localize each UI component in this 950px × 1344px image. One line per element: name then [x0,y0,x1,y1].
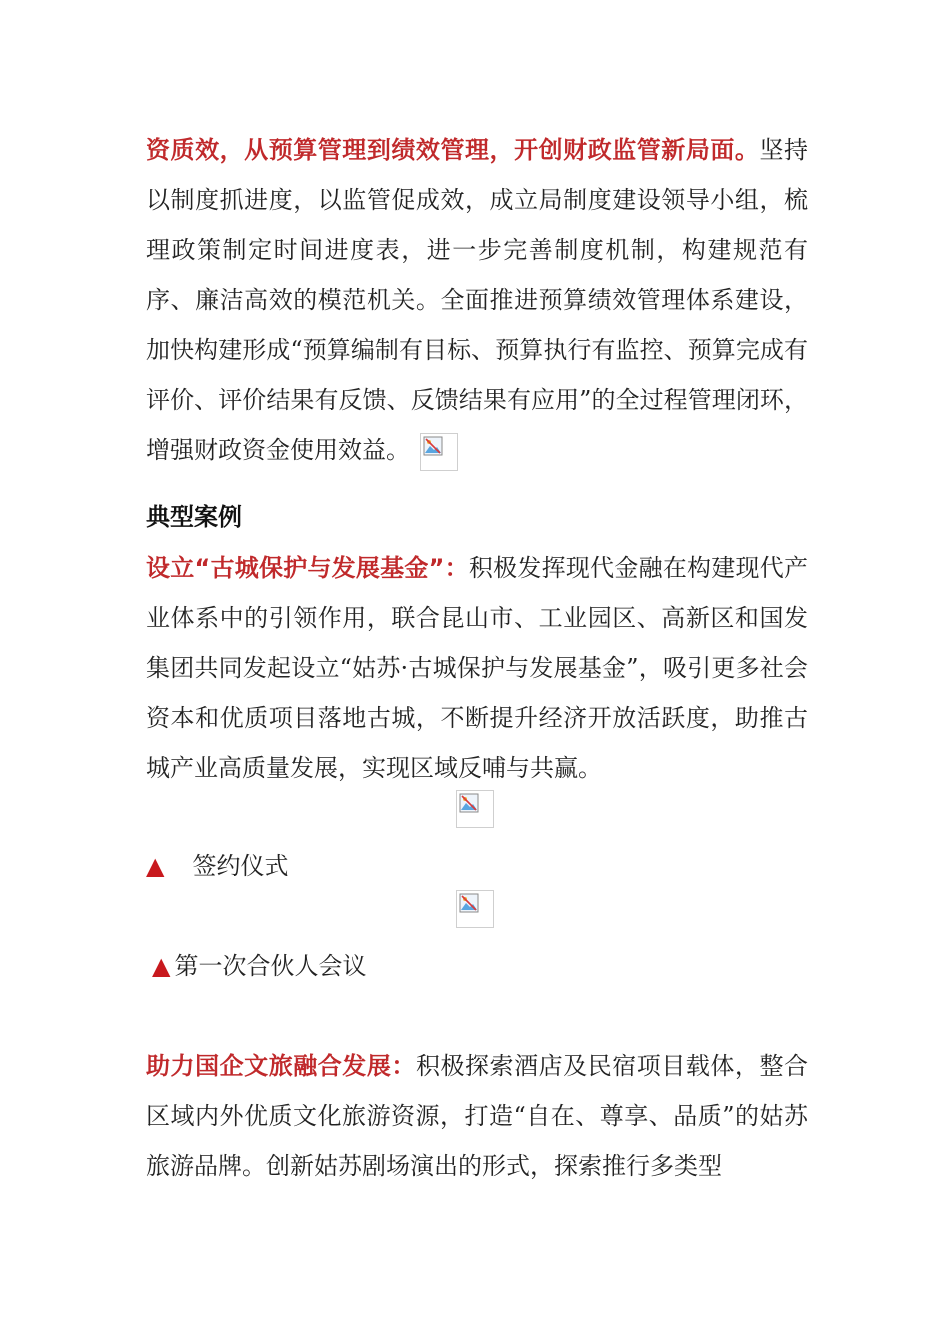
caption-signing [146,846,288,886]
section-heading: 典型案例 [146,503,242,531]
triangle-marker: ▲ [152,952,171,980]
caption-text: 签约仪式 [192,852,289,880]
paragraph-budget-performance [146,125,808,475]
emphasis-text: 助力国企文旅融合发展： [146,1052,416,1080]
caption-text: 第一次合伙人会议 [174,952,367,980]
paragraph-tourism [146,1041,808,1191]
body-text: 坚持以制度抓进度，以监管促成效，成立局制度建设领导小组，梳理政策制定时间进度表，进一步完善制度机制，构建规范有序、廉洁高效的模范机关。全面推进预算绩效管理体系建设，加快构建形成“预算编制有目标、预算执行有监控、预算完成有评价、评价结果有反馈、反馈结果有应用”的全过程管理闭环，增强财政资金使用效益。 [146,136,809,464]
paragraph-fund [146,543,808,793]
triangle-marker: ▲ [146,852,165,880]
body-text: 积极发挥现代金融在构建现代产业体系中的引领作用，联合昆山市、工业园区、高新区和国发集团共同发起设立“姑苏·古城保护与发展基金”，吸引更多社会资本和优质项目落地古城，不断提升经济开放活跃度，助推古城产业高质量发展，实现区域反哺与共赢。 [146,554,809,782]
emphasis-text: 设立“古城保护与发展基金”： [146,554,469,582]
broken-image-icon [420,433,458,471]
body-text: 积极探索酒店及民宿项目载体，整合区域内外优质文化旅游资源，打造“自在、尊享、品质”的姑苏旅游品牌。创新姑苏剧场演出的形式，探索推行多类型 [146,1052,809,1180]
emphasis-text: 资质效，从预算管理到绩效管理，开创财政监管新局面。 [146,136,760,164]
caption-partner-meeting [152,946,366,986]
broken-image-icon [456,790,494,828]
broken-image-icon [456,890,494,928]
